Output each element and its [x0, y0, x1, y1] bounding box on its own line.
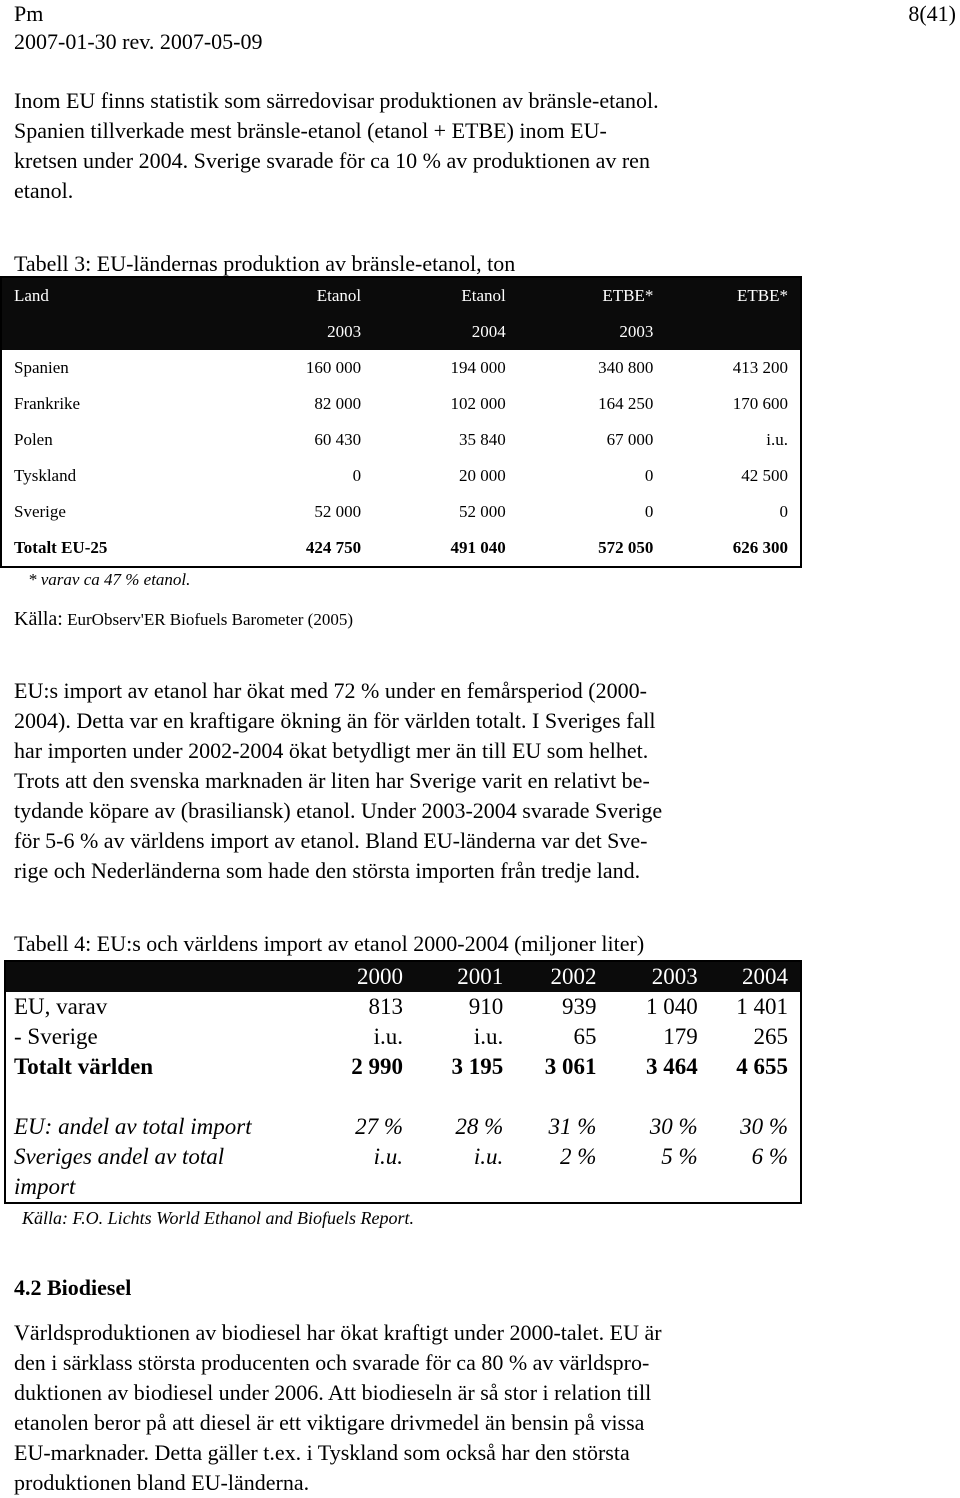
import-paragraph [14, 676, 814, 886]
document-type: Pm [14, 1, 44, 26]
value-cell: 52 000 [458, 502, 506, 521]
value-cell: i.u. [766, 430, 788, 449]
header-cell: 2004 [361, 314, 506, 350]
page-number: 8(41) [908, 1, 956, 26]
value-cell: 170 600 [732, 394, 788, 413]
table-header-row [1, 277, 801, 314]
table-total-row [5, 1052, 801, 1082]
source-label: Källa: [14, 608, 63, 630]
header-cell: 2001 [403, 961, 503, 992]
share-cell: 28 % [455, 1114, 504, 1139]
total-value-cell: 2 990 [351, 1054, 403, 1079]
header-cell: Etanol [361, 277, 506, 314]
value-cell: 20 000 [458, 466, 506, 485]
table4-source: Källa: F.O. Lichts World Ethanol and Biofuels Report. [22, 1208, 415, 1228]
value-cell: 0 [644, 466, 654, 485]
table-total-row [1, 530, 801, 567]
text-line: etanolen beror på att diesel är ett viktigare drivmedel än bensin på vissa [14, 1410, 645, 1435]
country-cell: Tyskland [14, 466, 77, 485]
total-value-cell: 4 655 [736, 1054, 788, 1079]
text-line: kretsen under 2004. Sverige svarade för ca 10 % av produktionen av ren [14, 148, 650, 173]
country-cell: Frankrike [14, 394, 81, 413]
value-cell: 179 [663, 1024, 698, 1049]
share-cell: 30 % [649, 1114, 698, 1139]
total-value-cell: 491 040 [450, 538, 506, 557]
row-label-cell: EU, varav [14, 994, 108, 1019]
country-cell: Spanien [14, 358, 69, 377]
share-cell: i.u. [373, 1144, 403, 1169]
value-cell: 0 [352, 466, 362, 485]
table-row [5, 1112, 801, 1142]
total-label-cell: Totalt EU-25 [14, 538, 108, 557]
biodiesel-paragraph [14, 1318, 814, 1498]
country-cell: Polen [14, 430, 53, 449]
value-cell: 194 000 [450, 358, 506, 377]
value-cell: 340 800 [598, 358, 654, 377]
table3-footnote: * varav ca 47 % etanol. [28, 570, 191, 589]
header-cell: 2003 [596, 961, 697, 992]
text-line: den i särklass största producenten och svarade för ca 80 % av världspro- [14, 1350, 650, 1375]
table3-caption: Tabell 3: EU-ländernas produktion av bränsle-etanol, ton [14, 251, 516, 276]
table-row [5, 1142, 801, 1172]
share-cell: 27 % [355, 1114, 403, 1139]
table3-source [14, 608, 353, 631]
total-value-cell: 3 195 [451, 1054, 504, 1079]
value-cell: 35 840 [458, 430, 506, 449]
value-cell: 813 [368, 994, 403, 1019]
table-row [5, 992, 801, 1022]
share-cell: 30 % [740, 1114, 788, 1139]
document-header [14, 0, 262, 56]
table4 [4, 960, 802, 1204]
value-cell: i.u. [473, 1024, 504, 1049]
share-cell: 2 % [560, 1144, 597, 1169]
header-cell: 2003 [214, 314, 362, 350]
section-heading: 4.2 Biodiesel [14, 1275, 132, 1300]
table-row [1, 494, 801, 530]
table-row [1, 458, 801, 494]
total-label-cell: Totalt världen [14, 1054, 154, 1079]
text-line: Inom EU finns statistik som särredovisar produktionen av bränsle-etanol. [14, 88, 659, 113]
header-cell: 2002 [503, 961, 596, 992]
value-cell: i.u. [373, 1024, 403, 1049]
row-label-cell: - Sverige [14, 1024, 98, 1049]
total-value-cell: 424 750 [305, 538, 362, 557]
text-line: Trots att den svenska marknaden är liten har Sverige varit en relativt be- [14, 768, 650, 793]
header-cell: Land [1, 277, 214, 314]
table4-caption: Tabell 4: EU:s och världens import av etanol 2000-2004 (miljoner liter) [14, 931, 645, 956]
value-cell: 52 000 [314, 502, 362, 521]
text-line: tydande köpare av (brasiliansk) etanol. Under 2003-2004 svarade Sverige [14, 798, 663, 823]
text-line: EU-marknader. Detta gäller t.ex. i Tyskland som också har den största [14, 1440, 630, 1465]
text-line: för 5-6 % av världens import av etanol. Bland EU-länderna var det Sve- [14, 828, 648, 853]
value-cell: 939 [561, 994, 597, 1019]
table3 [0, 276, 802, 568]
value-cell: 67 000 [606, 430, 654, 449]
total-value-cell: 626 300 [732, 538, 788, 557]
text-line: duktionen av biodiesel under 2006. Att biodieseln är så stor i relation till [14, 1380, 652, 1405]
value-cell: 65 [573, 1024, 597, 1049]
row-label-cell: EU: andel av total import [14, 1114, 252, 1139]
header-cell [1, 314, 214, 350]
total-value-cell: 3 464 [645, 1054, 698, 1079]
share-cell: 31 % [548, 1114, 597, 1139]
table-row [5, 1172, 801, 1203]
table-row [5, 1022, 801, 1052]
text-line: 2004). Detta var en kraftigare ökning än för världen totalt. I Sveriges fall [14, 708, 656, 733]
header-cell: 2003 [506, 314, 654, 350]
row-label-cell: Sveriges andel av total [14, 1144, 225, 1169]
share-cell: i.u. [473, 1144, 504, 1169]
total-value-cell: 3 061 [544, 1054, 597, 1079]
empty-cell [305, 1172, 801, 1203]
table-row [1, 422, 801, 458]
value-cell: 1 401 [736, 994, 788, 1019]
header-cell [5, 961, 305, 992]
text-line: etanol. [14, 178, 74, 203]
value-cell: 0 [779, 502, 788, 521]
value-cell: 42 500 [741, 466, 788, 485]
intro-paragraph [14, 86, 814, 206]
header-cell: ETBE* [653, 277, 801, 314]
table-row [1, 386, 801, 422]
header-cell [653, 314, 801, 350]
value-cell: 0 [644, 502, 654, 521]
share-cell: 6 % [751, 1144, 788, 1169]
country-cell: Sverige [14, 502, 66, 521]
value-cell: 82 000 [314, 394, 362, 413]
text-line: EU:s import av etanol har ökat med 72 % under en femårsperiod (2000- [14, 678, 647, 703]
value-cell: 1 040 [645, 994, 698, 1019]
header-cell: Etanol [214, 277, 362, 314]
text-line: rige och Nederländerna som hade den största importen från tredje land. [14, 858, 641, 883]
text-line: Världsproduktionen av biodiesel har ökat kraftigt under 2000-talet. EU är [14, 1320, 662, 1345]
text-line: Spanien tillverkade mest bränsle-etanol (etanol + ETBE) inom EU- [14, 118, 607, 143]
table-header-row [5, 961, 801, 992]
header-cell: ETBE* [506, 277, 654, 314]
value-cell: 102 000 [450, 394, 506, 413]
spacer-cell [5, 1082, 801, 1112]
text-line: produktionen bland EU-länderna. [14, 1470, 310, 1495]
value-cell: 265 [753, 1024, 788, 1049]
header-cell: 2004 [698, 961, 801, 992]
table-row [1, 350, 801, 386]
value-cell: 164 250 [598, 394, 654, 413]
document-date: 2007-01-30 rev. 2007-05-09 [14, 29, 263, 54]
source-text: EurObserv'ER Biofuels Barometer (2005) [67, 610, 353, 629]
table-header-row [1, 314, 801, 350]
value-cell: 413 200 [732, 358, 788, 377]
share-cell: 5 % [661, 1144, 698, 1169]
table-spacer-row [5, 1082, 801, 1112]
value-cell: 160 000 [305, 358, 362, 377]
total-value-cell: 572 050 [598, 538, 654, 557]
value-cell: 60 430 [314, 430, 362, 449]
header-cell: 2000 [305, 961, 403, 992]
value-cell: 910 [468, 994, 504, 1019]
text-line: har importen under 2002-2004 ökat betydligt mer än till EU som helhet. [14, 738, 649, 763]
row-label-continuation: import [14, 1174, 76, 1199]
